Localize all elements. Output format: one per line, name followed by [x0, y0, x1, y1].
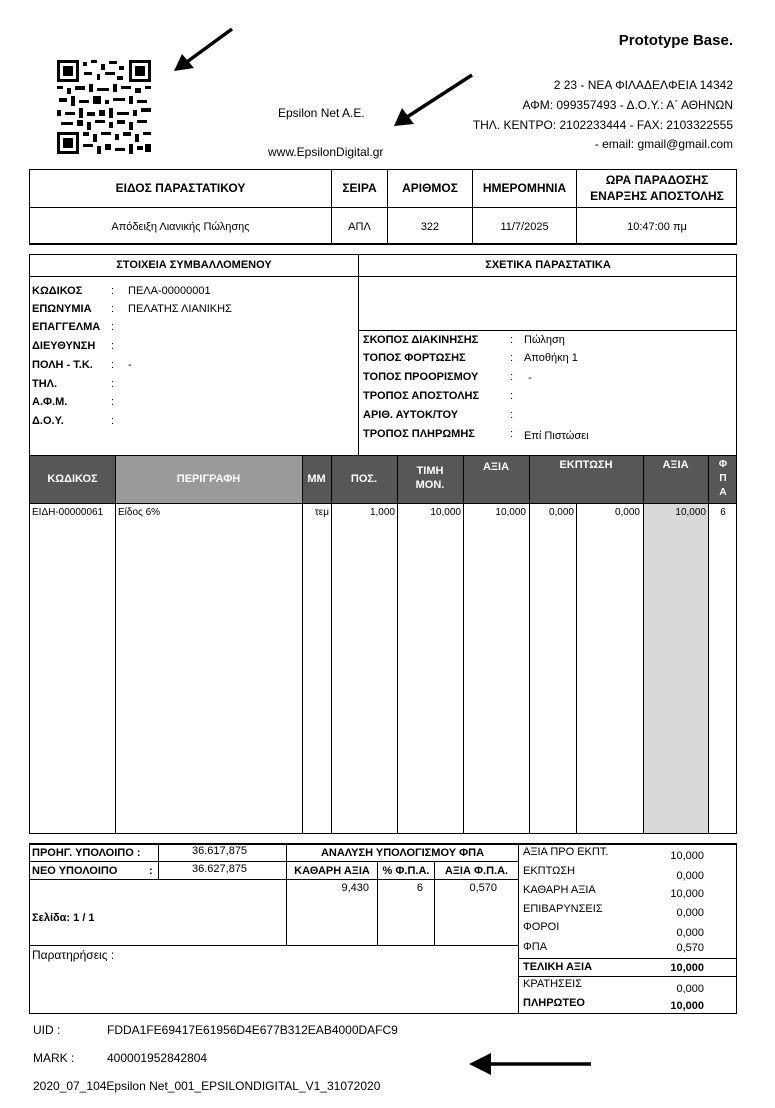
- number-value: 322: [420, 221, 440, 233]
- uid-value: FDDA1FE69417E61956D4E677B312EAB4000DAFC9: [107, 1023, 398, 1037]
- item-vat: 6: [720, 507, 726, 518]
- vat-amount-header: ΑΞΙΑ Φ.Π.Α.: [444, 865, 509, 877]
- col-vat-header-2: Π: [719, 473, 727, 484]
- time-header-2: ΕΝΑΡΞΗΣ ΑΠΟΣΤΟΛΗΣ: [590, 189, 724, 203]
- party-label-city: ΠΟΛΗ - Τ.Κ.: [32, 359, 93, 371]
- total-label-charges: ΕΠΙΒΑΡΥΝΣΕΙΣ: [523, 903, 603, 915]
- qr-code: [57, 60, 151, 154]
- related-value-destination: -: [528, 372, 532, 384]
- company-phone: ΤΗΛ. ΚΕΝΤΡΟ: 2102233444 - FAX: 2103322555: [472, 118, 733, 132]
- total-label-payable: ΠΛΗΡΩΤΕΟ: [523, 997, 585, 1009]
- total-value-charges: 0,000: [676, 907, 704, 919]
- party-label-code: ΚΩΔΙΚΟΣ: [32, 285, 83, 297]
- number-header: ΑΡΙΘΜΟΣ: [402, 181, 458, 195]
- total-value-taxes: 0,000: [676, 927, 704, 939]
- related-label-payment: ΤΡΟΠΟΣ ΠΛΗΡΩΜΗΣ: [363, 428, 475, 440]
- total-value-net: 10,000: [670, 888, 704, 900]
- item-unit-price: 10,000: [430, 507, 461, 518]
- time-value: 10:47:00 πμ: [627, 221, 687, 233]
- doc-type-header: ΕΙΔΟΣ ΠΑΡΑΣΤΑΤΙΚΟΥ: [115, 181, 246, 195]
- item-code: ΕΙΔΗ-00000061: [32, 507, 104, 518]
- total-label-final: ΤΕΛΙΚΗ ΑΞΙΑ: [523, 961, 593, 973]
- col-price-header-2: ΜΟΝ.: [415, 479, 445, 491]
- item-net-value: 10,000: [675, 507, 706, 518]
- related-value-loading: Αποθήκη 1: [524, 352, 578, 364]
- related-docs-title: ΣΧΕΤΙΚΑ ΠΑΡΑΣΤΑΤΙΚΑ: [485, 259, 611, 271]
- total-label-discount: ΕΚΠΤΩΣΗ: [523, 865, 576, 877]
- new-balance-value: 36.627,875: [192, 863, 248, 875]
- related-value-payment: Επί Πιστώσει: [524, 430, 589, 442]
- party-label-phone: ΤΗΛ.: [32, 378, 58, 390]
- related-label-purpose: ΣΚΟΠΟΣ ΔΙΑΚΙΝΗΣΗΣ: [363, 334, 479, 346]
- vat-net-value-header: ΚΑΘΑΡΗ ΑΞΙΑ: [294, 865, 370, 877]
- party-value-code: ΠΕΛΑ-00000001: [128, 285, 211, 297]
- vat-analysis-title: ΑΝΑΛΥΣΗ ΥΠΟΛΟΓΙΣΜΟΥ ΦΠΑ: [320, 847, 485, 859]
- total-value-vat: 0,570: [676, 942, 704, 954]
- vat-percent: 6: [416, 882, 423, 894]
- col-discount-header: ΕΚΠΤΩΣΗ: [559, 459, 613, 471]
- new-balance-colon: :: [149, 865, 153, 877]
- company-website[interactable]: www.EpsilonDigital.gr: [268, 145, 384, 159]
- col-quantity-header: ΠΟΣ.: [350, 473, 378, 485]
- item-value: 10,000: [495, 507, 526, 518]
- arrow-icon: [390, 72, 476, 130]
- arrow-icon: [466, 1050, 594, 1078]
- vat-net-value: 9,430: [341, 882, 369, 894]
- new-balance-label: ΝΕΟ ΥΠΟΛΟΙΠΟ: [32, 865, 118, 877]
- total-value-payable: 10,000: [670, 1000, 704, 1012]
- total-label-net: ΚΑΘΑΡΗ ΑΞΙΑ: [523, 884, 596, 896]
- related-label-shipping: ΤΡΟΠΟΣ ΑΠΟΣΤΟΛΗΣ: [363, 390, 480, 402]
- date-value: 11/7/2025: [500, 221, 549, 233]
- mark-label: MARK :: [33, 1051, 75, 1065]
- total-value-final: 10,000: [670, 962, 704, 974]
- company-tax-info: ΑΦΜ: 099357493 - Δ.Ο.Υ.: Α΄ ΑΘΗΝΩΝ: [522, 98, 733, 112]
- party-label-tax-office: Δ.Ο.Υ.: [32, 415, 64, 427]
- company-email: - email: gmail@gmail.com: [594, 137, 733, 151]
- company-address: 2 23 - ΝΕΑ ΦΙΛΑΔΕΛΦΕΙΑ 14342: [553, 78, 733, 92]
- total-value-withholdings: 0,000: [676, 983, 704, 995]
- series-header: ΣΕΙΡΑ: [342, 181, 377, 195]
- time-header-1: ΩΡΑ ΠΑΡΑΔΟΣΗΣ: [605, 173, 709, 187]
- page-number: Σελίδα: 1 / 1: [32, 912, 95, 924]
- notes-label: Παρατηρήσεις :: [32, 948, 115, 962]
- party-label-name: ΕΠΩΝΥΜΙΑ: [32, 303, 92, 315]
- mark-value: 400001952842804: [107, 1051, 208, 1065]
- item-unit: τεμ: [314, 507, 329, 518]
- party-label-address: ΔΙΕΥΘΥΝΣΗ: [32, 340, 96, 352]
- total-label-gross: ΑΞΙΑ ΠΡΟ ΕΚΠΤ.: [523, 846, 609, 858]
- doc-type-value: Απόδειξη Λιανικής Πώλησης: [111, 221, 250, 233]
- total-label-withholdings: ΚΡΑΤΗΣΕΙΣ: [523, 978, 583, 990]
- total-label-taxes: ΦΟΡΟΙ: [523, 921, 560, 933]
- col-vat-header-3: Α: [719, 487, 727, 498]
- col-unit-header: ΜΜ: [307, 473, 326, 485]
- party-label-vat-number: Α.Φ.Μ.: [32, 396, 68, 408]
- party-label-occupation: ΕΠΑΓΓΕΛΜΑ: [32, 321, 101, 333]
- party-value-name: ΠΕΛΑΤΗΣ ΛΙΑΝΙΚΗΣ: [128, 303, 232, 315]
- date-header: ΗΜΕΡΟΜΗΝΙΑ: [482, 181, 567, 195]
- col-vat-header-1: Φ: [718, 459, 728, 470]
- col-price-header-1: ΤΙΜΗ: [416, 465, 444, 477]
- item-discount-value: 0,000: [614, 507, 640, 518]
- brand-name: Prototype Base.: [618, 32, 733, 49]
- related-label-vehicle: ΑΡΙΘ. ΑΥΤΟΚ/ΤΟΥ: [363, 409, 459, 421]
- vat-amount: 0,570: [469, 882, 497, 894]
- vat-percent-header: % Φ.Π.Α.: [382, 865, 430, 877]
- file-code: 2020_07_104Epsilon Net_001_EPSILONDIGITAL_V1_31072020: [33, 1079, 381, 1093]
- item-description: Είδος 6%: [118, 507, 161, 518]
- item-quantity: 1,000: [369, 507, 395, 518]
- related-label-loading: ΤΟΠΟΣ ΦΟΡΤΩΣΗΣ: [363, 352, 466, 364]
- party-value-city: -: [128, 359, 132, 371]
- total-value-gross: 10,000: [670, 850, 704, 862]
- arrow-icon: [170, 26, 236, 74]
- series-value: ΑΠΛ: [348, 221, 371, 233]
- uid-label: UID :: [33, 1023, 61, 1037]
- related-value-purpose: Πώληση: [524, 334, 565, 346]
- item-discount-percent: 0,000: [548, 507, 574, 518]
- col-code-header: ΚΩΔΙΚΟΣ: [47, 473, 98, 485]
- previous-balance-value: 36.617,875: [192, 845, 248, 857]
- company-name: Epsilon Net A.E.: [278, 106, 365, 120]
- total-value-discount: 0,000: [676, 870, 704, 882]
- col-value-header: ΑΞΙΑ: [482, 461, 510, 473]
- col-description-header: ΠΕΡΙΓΡΑΦΗ: [176, 473, 241, 485]
- previous-balance-label: ΠΡΟΗΓ. ΥΠΟΛΟΙΠΟ :: [32, 847, 141, 859]
- total-label-vat: ΦΠΑ: [523, 941, 548, 953]
- party-title: ΣΤΟΙΧΕΙΑ ΣΥΜΒΑΛΛΟΜΕΝΟΥ: [116, 259, 272, 271]
- related-label-destination: ΤΟΠΟΣ ΠΡΟΟΡΙΣΜΟΥ: [363, 371, 479, 383]
- col-net-value-header: ΑΞΙΑ: [662, 459, 689, 471]
